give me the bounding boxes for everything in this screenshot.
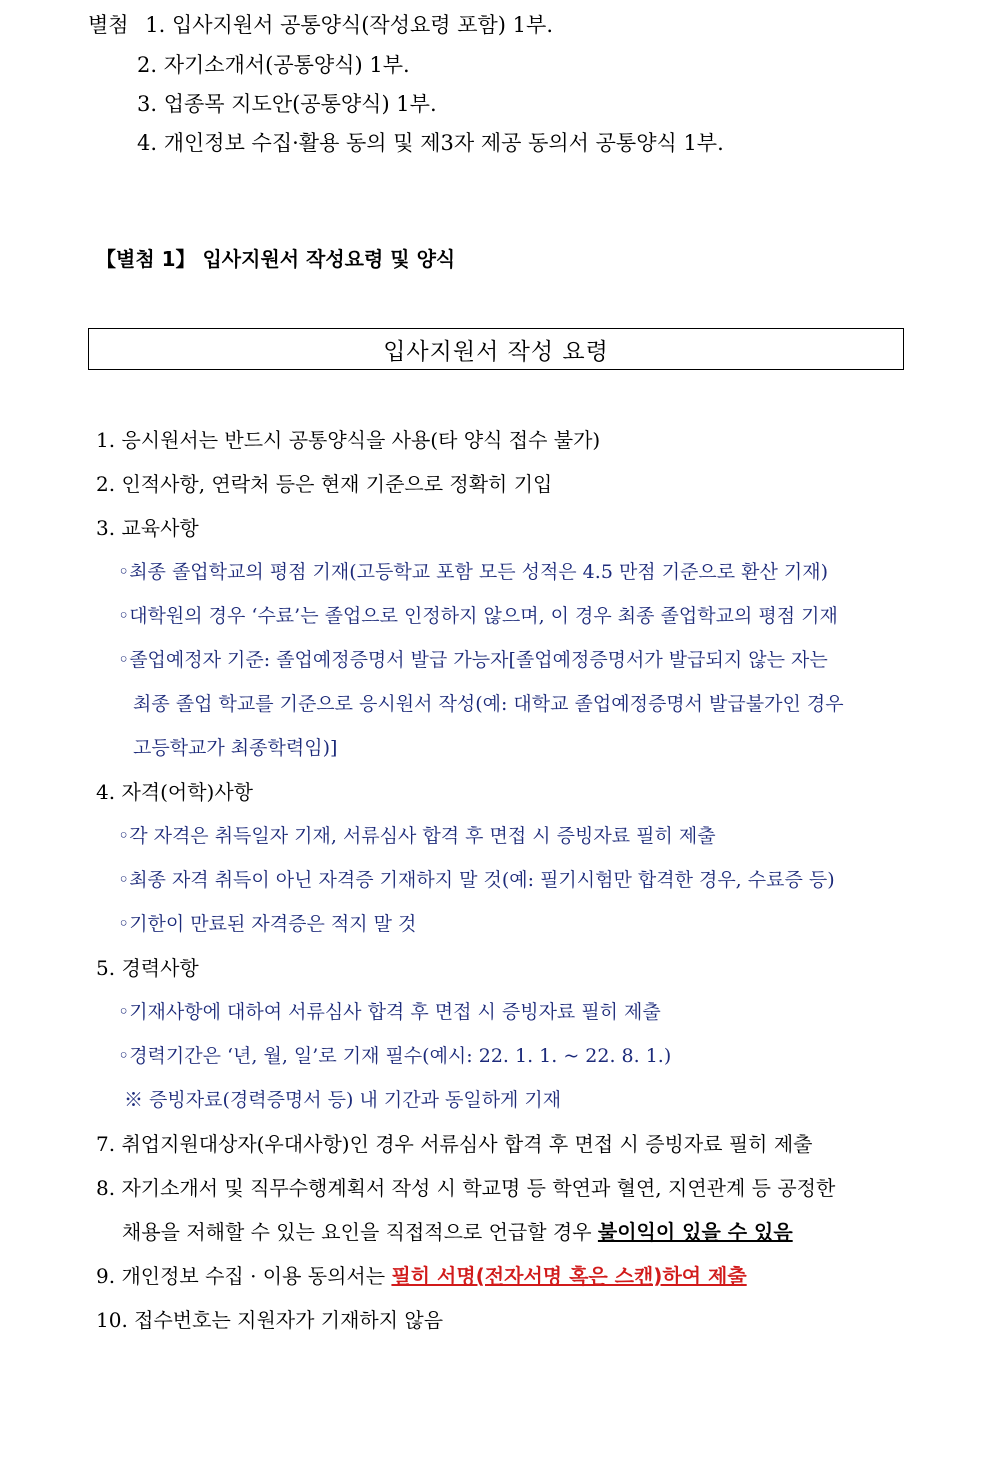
- signature-required-notice: 필히 서명(전자서명 혹은 스캔)하여 제출: [391, 1264, 747, 1288]
- guide-title: 입사지원서 작성 요령: [383, 338, 609, 365]
- guide-item-5-note: ※ 증빙자료(경력증명서 등) 내 기간과 동일하게 기재: [124, 1089, 562, 1111]
- disadvantage-warning: 불이익이 있을 수 있음: [597, 1220, 793, 1244]
- guide-item-3-sub-2: ◦대학원의 경우 ‘수료’는 졸업으로 인정하지 않으며, 이 경우 최종 졸업학교의 평점 기재: [118, 605, 838, 627]
- attachment-item: 3. 업종목 지도안(공통양식) 1부.: [137, 92, 437, 116]
- guide-item-8-line-2: [122, 1219, 793, 1245]
- guide-item-4-sub-3: ◦기한이 만료된 자격증은 적지 말 것: [118, 913, 417, 935]
- guide-item-9-text: 9. 개인정보 수집 · 이용 동의서는: [96, 1264, 386, 1288]
- guide-item-3-sub-3-line-1: ◦졸업예정자 기준: 졸업예정증명서 발급 가능자[졸업예정증명서가 발급되지 않는 자는: [118, 649, 828, 671]
- section-heading: 【별첨 1】 입사지원서 작성요령 및 양식: [96, 247, 456, 271]
- guide-item-5-sub-2: ◦경력기간은 ‘년, 월, 일’로 기재 필수(예시: 22. 1. 1. ~ 22. 8. 1.): [118, 1045, 672, 1067]
- attachment-item: 2. 자기소개서(공통양식) 1부.: [137, 53, 410, 77]
- guide-item-4-sub-2: ◦최종 자격 취득이 아닌 자격증 기재하지 말 것(예: 필기시험만 합격한 경우, 수료증 등): [118, 869, 835, 891]
- guide-item-3: 3. 교육사항: [96, 516, 199, 540]
- guide-item-5-sub-1: ◦기재사항에 대하여 서류심사 합격 후 면접 시 증빙자료 필히 제출: [118, 1001, 661, 1023]
- guide-item-4: 4. 자격(어학)사항: [96, 780, 253, 804]
- attachments-line-1: [88, 12, 553, 38]
- guide-item-3-sub-3-line-3: 고등학교가 최종학력임)]: [133, 737, 338, 759]
- guide-item-10: 10. 접수번호는 지원자가 기재하지 않음: [96, 1308, 444, 1332]
- guide-title-box: [88, 328, 904, 370]
- guide-item-7: 7. 취업지원대상자(우대사항)인 경우 서류심사 합격 후 면접 시 증빙자료 필히 제출: [96, 1132, 813, 1156]
- attachment-item: 4. 개인정보 수집·활용 동의 및 제3자 제공 동의서 공통양식 1부.: [137, 131, 724, 155]
- guide-item-2: 2. 인적사항, 연락처 등은 현재 기준으로 정확히 기입: [96, 472, 553, 496]
- guide-item-3-sub-1: ◦최종 졸업학교의 평점 기재(고등학교 포함 모든 성적은 4.5 만점 기준으로 환산 기재): [118, 561, 829, 583]
- guide-item-5: 5. 경력사항: [96, 956, 199, 980]
- guide-item-8-line-1: 8. 자기소개서 및 직무수행계획서 작성 시 학교명 등 학연과 혈연, 지연관계 등 공정한: [96, 1176, 836, 1200]
- guide-item-3-sub-3-line-2: 최종 졸업 학교를 기준으로 응시원서 작성(예: 대학교 졸업예정증명서 발급불가인 경우: [133, 693, 844, 715]
- guide-item-1: 1. 응시원서는 반드시 공통양식을 사용(타 양식 접수 불가): [96, 428, 601, 452]
- guide-item-4-sub-1: ◦각 자격은 취득일자 기재, 서류심사 합격 후 면접 시 증빙자료 필히 제출: [118, 825, 716, 847]
- guide-item-8-text: 채용을 저해할 수 있는 요인을 직접적으로 언급할 경우: [122, 1220, 592, 1244]
- attachments-prefix: 별첨: [88, 13, 129, 37]
- guide-item-9: [96, 1263, 747, 1289]
- attachment-item: 1. 입사지원서 공통양식(작성요령 포함) 1부.: [145, 13, 553, 37]
